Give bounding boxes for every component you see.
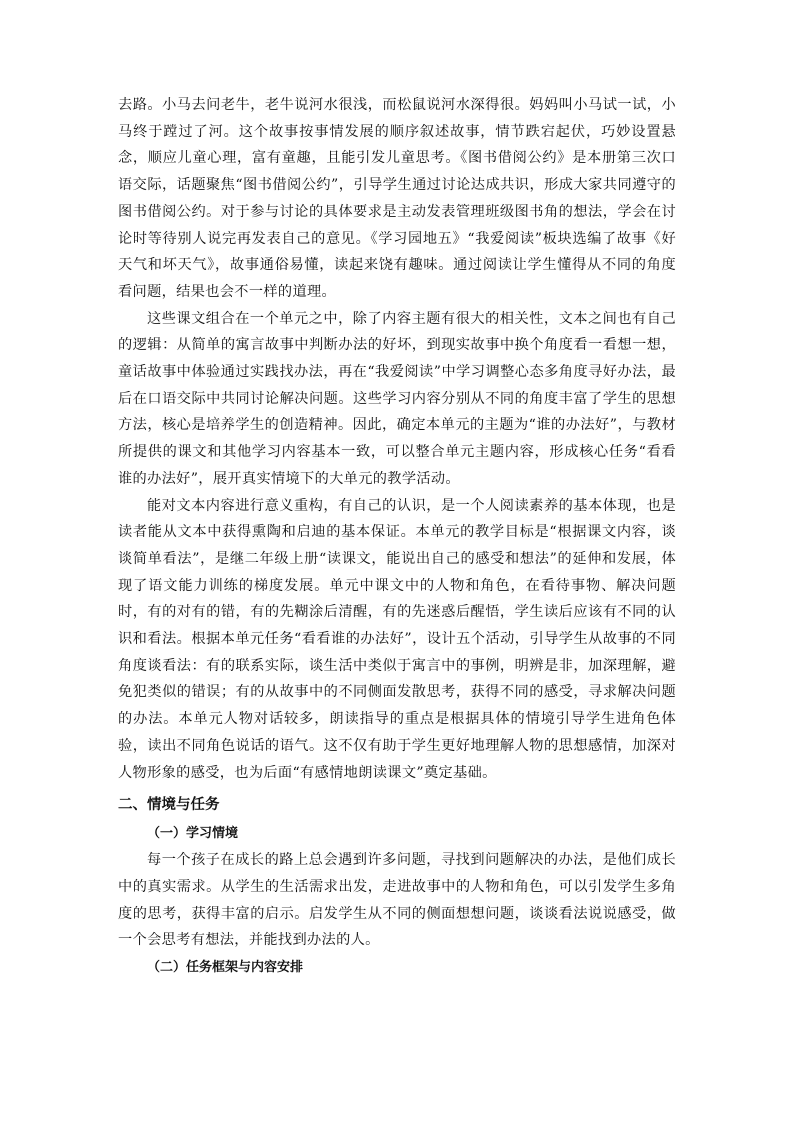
subheading-task-framework: （二）任务框架与内容安排 bbox=[147, 960, 304, 976]
subheading-learning-context: （一）学习情境 bbox=[147, 826, 239, 842]
paragraph-continued: 去路。小马去问老牛，老牛说河水很浅，而松鼠说河水深得很。妈妈叫小马试一试，小马终于蹚过了河。这个故事按事情发展的顺序叙述故事，情节跌宕起伏，巧妙设置悬念，顺应儿童心理，富有童趣，且能引发儿童思考。《图书借阅公约》是本册第三次口语交际，话题聚焦“图书借阅公约”，引导学生通过讨论达成共识，形成大家共同遵守的图书借阅公约。对于参与讨论的具体要求是主动发表管理班级图书角的想法，学会在讨论时等待别人说完再发表自己的意见。《学习园地五》“我爱阅读”板块选编了故事《好天气和坏天气》，故事通俗易懂，读起来饶有趣味。通过阅读让学生懂得从不同的角度看问题，结果也会不一样的道理。 bbox=[118, 97, 676, 300]
paragraph-teaching-goal: 能对文本内容进行意义重构，有自己的认识，是一个人阅读素养的基本体现，也是读者能从文本中获得熏陶和启迪的基本保证。本单元的教学目标是“根据课文内容，谈谈简单看法”，是继二年级上册“读课文，能说出自己的感受和想法”的延伸和发展，体现了语文能力训练的梯度发展。单元中课文中的人物和角色，在看待事物、解决问题时，有的对有的错，有的先糊涂后清醒，有的先迷惑后醒悟，学生读后应该有不同的认识和看法。根据本单元任务“看看谁的办法好”，设计五个活动，引导学生从故事的不同角度谈看法：有的联系实际，谈生活中类似于寓言中的事例，明辨是非，加深理解，避免犯类似的错误；有的从故事中的不同侧面发散思考，获得不同的感受，寻求解决问题的办法。本单元人物对话较多，朗读指导的重点是根据具体的情境引导学生进角色体验，读出不同角色说话的语气。这不仅有助于学生更好地理解人物的思想感情，加深对人物形象的感受，也为后面“有感情地朗读课文”奠定基础。 bbox=[118, 497, 676, 781]
paragraph-learning-context: 每一个孩子在成长的路上总会遇到许多问题，寻找到问题解决的办法，是他们成长中的真实需求。从学生的生活需求出发，走进故事中的人物和角色，可以引发学生多角度的思考，获得丰富的启示。启发学生从不同的侧面想想问题，谈谈看法说说感受，做一个会思考有想法，并能找到办法的人。 bbox=[118, 852, 676, 949]
paragraph-unit-logic: 这些课文组合在一个单元之中，除了内容主题有很大的相关性，文本之间也有自己的逻辑：从简单的寓言故事中判断办法的好坏，到现实故事中换个角度看一看想一想，童话故事中体验通过实践找办法，再在“我爱阅读”中学习调整心态多角度寻好办法，最后在口语交际中共同讨论解决问题。这些学习内容分别从不同的角度丰富了学生的思想方法，核心是培养学生的创造精神。因此，确定本单元的主题为“谁的办法好”，与教材所提供的课文和其他学习内容基本一致，可以整合单元主题内容，形成核心任务“看看谁的办法好”，展开真实情境下的大单元的教学活动。 bbox=[118, 310, 676, 487]
section-heading-context-task: 二、情境与任务 bbox=[118, 797, 220, 814]
